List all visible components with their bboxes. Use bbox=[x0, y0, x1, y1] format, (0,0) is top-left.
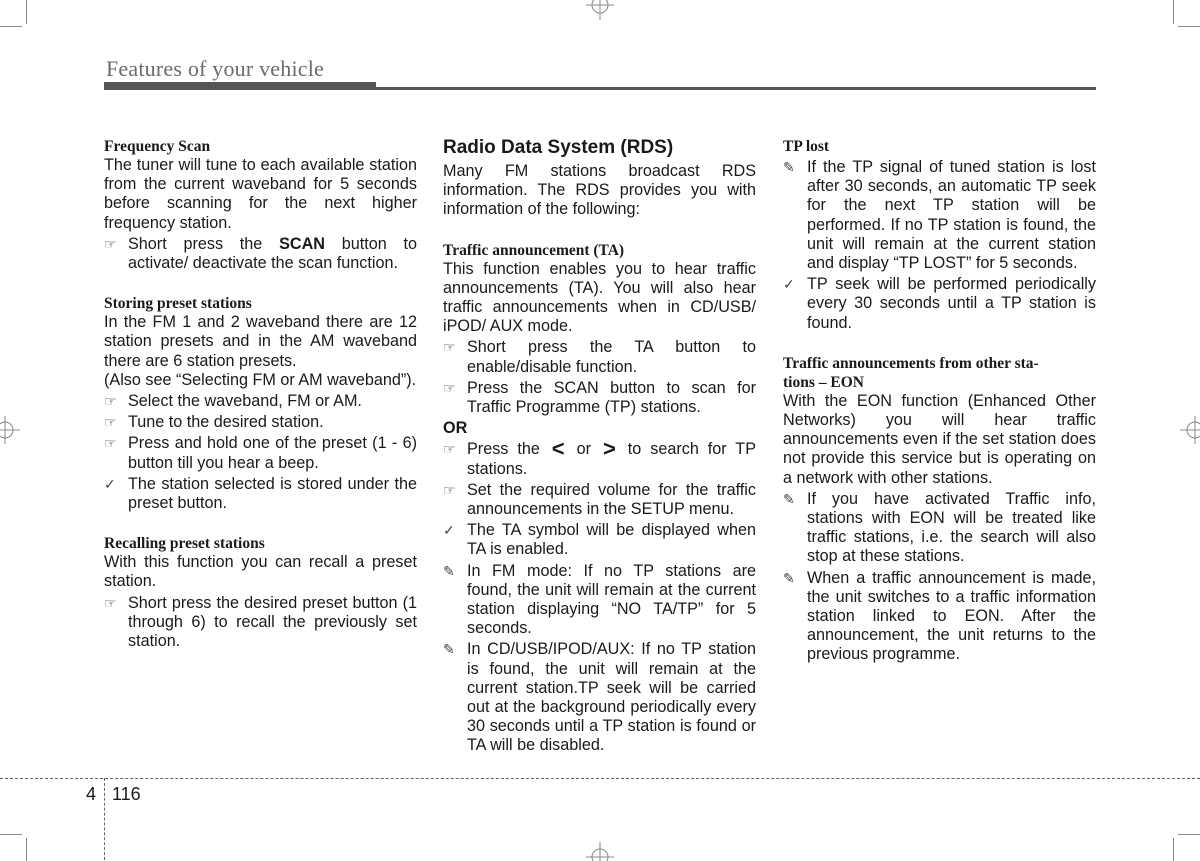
bullet-text: Press and hold one of the preset (1 - 6) button till you hear a beep. bbox=[128, 434, 417, 472]
page-header-title: Features of your vehicle bbox=[106, 56, 325, 81]
check-text: The TA symbol will be displayed when TA is enabled. bbox=[467, 521, 756, 559]
eon-heading-line-2: tions – EON bbox=[783, 373, 864, 391]
note-item bbox=[783, 569, 1096, 665]
ta-heading: Traffic announcement (TA) bbox=[443, 241, 625, 259]
check-icon: ✓ bbox=[104, 475, 116, 492]
frequency-scan-body: The tuner will tune to each available station from the current waveband for 5 seconds before scanning for the next higher frequency station. bbox=[104, 156, 417, 232]
chapter-number: 4 bbox=[86, 784, 97, 804]
note-pencil-icon: ✎ bbox=[783, 490, 795, 507]
crop-mark bbox=[1173, 0, 1174, 24]
check-text: The station selected is stored under the preset button. bbox=[128, 474, 417, 513]
note-item bbox=[443, 640, 756, 755]
crop-mark bbox=[1178, 26, 1200, 27]
bullet-text: Short press the bbox=[128, 234, 280, 253]
registration-mark-right bbox=[1180, 416, 1200, 444]
recalling-presets-body: With this function you can recall a preset station. bbox=[104, 553, 417, 591]
crop-mark bbox=[0, 834, 22, 835]
note-item bbox=[783, 158, 1096, 273]
crop-mark bbox=[0, 26, 22, 27]
bullet-item bbox=[104, 434, 417, 472]
note-pencil-icon: ✎ bbox=[783, 569, 795, 586]
storing-presets-heading: Storing preset stations bbox=[104, 295, 252, 313]
check-item bbox=[443, 521, 756, 559]
bullet-item bbox=[443, 379, 756, 417]
crop-mark bbox=[1178, 834, 1200, 835]
bullet-text: Tune to the desired station. bbox=[128, 413, 324, 432]
check-text: TP seek will be performed periodically every 30 seconds until a TP station is found. bbox=[807, 275, 1096, 332]
bullet-text: Press the bbox=[467, 440, 540, 459]
bullet-text: Press the SCAN button to scan for Traffic Programme (TP) stations. bbox=[467, 378, 756, 417]
bullet-item bbox=[443, 338, 756, 376]
pointing-finger-icon: ☞ bbox=[104, 393, 117, 410]
note-text: In FM mode: If no TP stations are found, the unit will remain at the current station displaying “NO TA/TP” for 5 seconds. bbox=[467, 561, 756, 638]
bullet-text: Short press the TA button to enable/disable function. bbox=[467, 338, 756, 376]
bullet-item bbox=[104, 594, 417, 652]
pointing-finger-icon: ☞ bbox=[443, 379, 456, 396]
column-2 bbox=[443, 137, 756, 756]
bullet-item bbox=[443, 436, 756, 478]
bullet-text: Short press the desired preset button (1 through 6) to recall the previously set station. bbox=[128, 593, 417, 651]
check-icon: ✓ bbox=[783, 276, 795, 293]
scan-bold: SCAN bbox=[279, 234, 325, 253]
pointing-finger-icon: ☞ bbox=[104, 594, 117, 611]
header-rule-thick bbox=[104, 82, 376, 90]
pointing-finger-icon: ☞ bbox=[104, 435, 117, 452]
note-text: If you have activated Traffic info, stations with EON will be treated like traffic stations, i.e. the search will also stop at these stations. bbox=[807, 489, 1096, 566]
pointing-finger-icon: ☞ bbox=[443, 441, 456, 458]
crop-mark bbox=[26, 0, 27, 24]
bullet-item bbox=[443, 481, 756, 519]
bullet-item bbox=[104, 235, 417, 273]
bullet-text: button to activate/ deactivate the scan function. bbox=[128, 234, 417, 273]
pointing-finger-icon: ☞ bbox=[443, 481, 456, 498]
check-item bbox=[783, 275, 1096, 333]
or-label: OR bbox=[443, 419, 468, 438]
pointing-finger-icon: ☞ bbox=[104, 414, 117, 431]
recalling-presets-heading: Recalling preset stations bbox=[104, 535, 265, 553]
left-arrow-icon: < bbox=[551, 436, 565, 462]
rds-body: Many FM stations broadcast RDS information. The RDS provides you with information of the following: bbox=[443, 162, 756, 219]
bullet-text: Select the waveband, FM or AM. bbox=[128, 392, 362, 411]
eon-body: With the EON function (Enhanced Other Networks) you will hear traffic announcements even if the set station does not provide this service but is operating on a network with other stations. bbox=[783, 391, 1096, 487]
right-arrow-icon: > bbox=[602, 436, 616, 462]
column-1 bbox=[104, 137, 417, 651]
registration-mark-bottom bbox=[586, 842, 614, 861]
registration-mark-left bbox=[0, 416, 20, 444]
note-text: If the TP signal of tuned station is lost after 30 seconds, an automatic TP seek for the next TP station will be performed. If no TP station is found, the unit will remain at the current station and display “TP LOST” for 5 seconds. bbox=[807, 158, 1096, 273]
storing-presets-body-2: (Also see “Selecting FM or AM waveband”). bbox=[104, 370, 417, 389]
bullet-text: or bbox=[576, 440, 592, 459]
note-text: In CD/USB/IPOD/AUX: If no TP station is found, the unit will remain at the current station.TP seek will be carried out at the background periodically every 30 seconds until a TP station is found or TA will be disabled. bbox=[467, 640, 756, 755]
check-item bbox=[104, 475, 417, 513]
column-3 bbox=[783, 137, 1096, 665]
frequency-scan-heading: Frequency Scan bbox=[104, 138, 211, 155]
bullet-text: Set the required volume for the traffic announcements in the SETUP menu. bbox=[467, 480, 756, 519]
ta-body: This function enables you to hear traffic announcements (TA). You will also hear traffic announcements when in CD/USB/ iPOD/ AUX mode. bbox=[443, 259, 756, 336]
note-text: When a traffic announcement is made, the unit switches to a traffic information station linked to EON. After the announcement, the unit returns to the previous programme. bbox=[807, 568, 1096, 664]
footer-dashed-rule bbox=[0, 778, 1200, 779]
footer-dashed-divider bbox=[104, 778, 105, 860]
note-pencil-icon: ✎ bbox=[783, 159, 795, 175]
eon-heading-line-1: Traffic announcements from other sta- bbox=[783, 354, 1039, 372]
pointing-finger-icon: ☞ bbox=[443, 339, 456, 356]
pointing-finger-icon: ☞ bbox=[104, 235, 117, 252]
bullet-text: to search for TP stations. bbox=[467, 440, 756, 478]
bullet-item bbox=[104, 392, 417, 411]
note-item bbox=[443, 562, 756, 639]
note-pencil-icon: ✎ bbox=[443, 641, 455, 658]
registration-mark-top bbox=[586, 0, 614, 20]
crop-mark bbox=[1173, 838, 1174, 861]
storing-presets-body: In the FM 1 and 2 waveband there are 12 station presets and in the AM waveband there are 6 station presets. bbox=[104, 313, 417, 370]
page-number: 116 bbox=[112, 784, 141, 804]
check-icon: ✓ bbox=[443, 522, 455, 539]
header-rule-thin bbox=[376, 87, 1096, 90]
bullet-item bbox=[104, 413, 417, 432]
tp-lost-heading: TP lost bbox=[783, 138, 830, 155]
crop-mark bbox=[26, 838, 27, 861]
note-pencil-icon: ✎ bbox=[443, 562, 455, 579]
note-item bbox=[783, 490, 1096, 567]
rds-heading: Radio Data System (RDS) bbox=[443, 137, 674, 158]
